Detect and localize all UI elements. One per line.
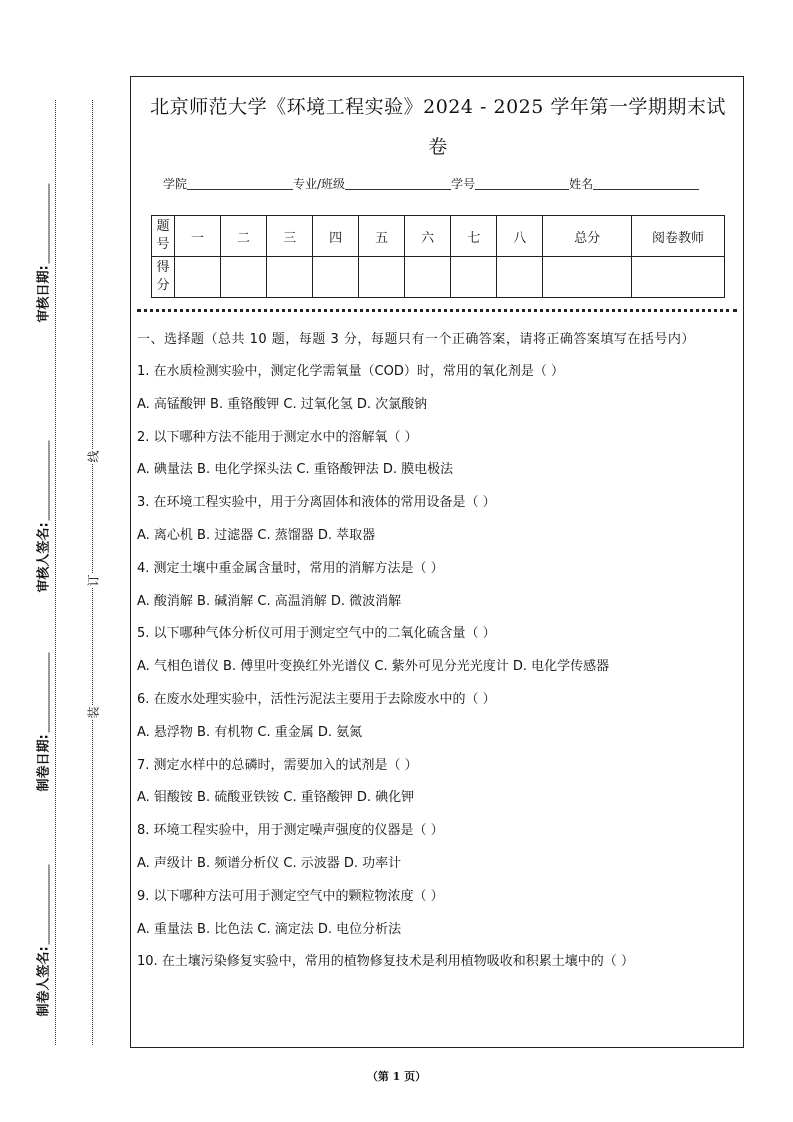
make-date-label — [33, 622, 52, 792]
maker-sign-label — [33, 847, 52, 1017]
col-4: 四 — [313, 216, 359, 257]
question-9: 9. 以下哪种方法可用于测定空气中的颗粒物浓度（ ） — [137, 888, 444, 904]
question-5: 5. 以下哪种气体分析仪可用于测定空气中的二氧化硫含量（ ） — [137, 626, 496, 642]
question-3: 3. 在环境工程实验中，用于分离固体和液体的常用设备是（ ） — [137, 495, 496, 511]
college-label: 学院 — [163, 177, 188, 191]
col-grader: 阅卷教师 — [632, 216, 725, 257]
reviewer-sign-field[interactable] — [49, 440, 50, 520]
col-1: 一 — [175, 216, 221, 257]
row-head-question-no: 题号 — [152, 216, 175, 257]
student-id-label: 学号 — [451, 177, 476, 191]
review-date-label — [33, 153, 52, 323]
question-4-options: A. 酸消解 B. 碱消解 C. 高温消解 D. 微波消解 — [137, 593, 402, 609]
binding-line-outer — [55, 100, 56, 1045]
make-date-field[interactable] — [49, 652, 50, 732]
reviewer-sign-text: 审核人签名: — [36, 522, 52, 593]
binding-char-staple: 订 — [86, 574, 101, 587]
col-3: 三 — [267, 216, 313, 257]
maker-sign-text: 制卷人签名: — [36, 946, 52, 1017]
score-table — [151, 215, 725, 298]
col-8: 八 — [497, 216, 543, 257]
score-cell[interactable] — [405, 257, 451, 298]
score-cell[interactable] — [359, 257, 405, 298]
question-5-options: A. 气相色谱仪 B. 傅里叶变换红外光谱仪 C. 紫外可见分光光度计 D. 电化学传感器 — [137, 659, 610, 675]
score-cell[interactable] — [632, 257, 725, 298]
section-title: 一、选择题（总共 10 题，每题 3 分，每题只有一个正确答案，请将正确答案填写在括号内） — [137, 332, 695, 347]
question-6-options: A. 悬浮物 B. 有机物 C. 重金属 D. 氨氮 — [137, 724, 363, 740]
major-field[interactable] — [345, 189, 451, 190]
binding-char-line: 线 — [86, 450, 101, 463]
section-choice — [137, 329, 741, 984]
col-6: 六 — [405, 216, 451, 257]
question-7: 7. 测定水样中的总磷时，需要加入的试剂是（ ） — [137, 757, 418, 773]
dotted-separator — [137, 309, 737, 312]
score-cell[interactable] — [497, 257, 543, 298]
score-cell[interactable] — [221, 257, 267, 298]
question-6: 6. 在废水处理实验中，活性污泥法主要用于去除废水中的（ ） — [137, 691, 496, 707]
score-cell[interactable] — [267, 257, 313, 298]
student-id-field[interactable] — [475, 189, 569, 190]
review-date-field[interactable] — [49, 183, 50, 263]
exam-title-line2: 卷 — [428, 136, 448, 158]
score-cell[interactable] — [175, 257, 221, 298]
maker-sign-field[interactable] — [49, 864, 50, 944]
question-2-options: A. 碘量法 B. 电化学探头法 C. 重铬酸钾法 D. 膜电极法 — [137, 462, 454, 478]
score-cell[interactable] — [543, 257, 632, 298]
question-3-options: A. 离心机 B. 过滤器 C. 蒸馏器 D. 萃取器 — [137, 527, 376, 543]
question-1-options: A. 高锰酸钾 B. 重铬酸钾 C. 过氧化氢 D. 次氯酸钠 — [137, 396, 428, 412]
col-7: 七 — [451, 216, 497, 257]
col-total: 总分 — [543, 216, 632, 257]
question-4: 4. 测定土壤中重金属含量时，常用的消解方法是（ ） — [137, 560, 444, 576]
student-info — [163, 175, 723, 192]
review-date-text: 审核日期: — [36, 265, 52, 323]
row-head-score: 得分 — [152, 257, 175, 298]
page-number: （第 1 页） — [366, 1070, 427, 1083]
question-9-options: A. 重量法 B. 比色法 C. 滴定法 D. 电位分析法 — [137, 921, 402, 937]
score-cell[interactable] — [451, 257, 497, 298]
college-field[interactable] — [187, 189, 293, 190]
exam-title-line1: 北京师范大学《环境工程实验》2024 - 2025 学年第一学期期末试 — [150, 96, 726, 118]
col-2: 二 — [221, 216, 267, 257]
score-table-score-row — [152, 257, 725, 298]
col-5: 五 — [359, 216, 405, 257]
question-8-options: A. 声级计 B. 频谱分析仪 C. 示波器 D. 功率计 — [137, 855, 402, 871]
reviewer-sign-label — [33, 423, 52, 593]
question-2: 2. 以下哪种方法不能用于测定水中的溶解氧（ ） — [137, 429, 418, 445]
name-label: 姓名 — [569, 177, 594, 191]
score-table-header-row — [152, 216, 725, 257]
binding-char-bind: 装 — [86, 706, 101, 719]
exam-frame — [130, 76, 744, 1048]
question-8: 8. 环境工程实验中，用于测定噪声强度的仪器是（ ） — [137, 823, 444, 839]
question-7-options: A. 钼酸铵 B. 硫酸亚铁铵 C. 重铬酸钾 D. 碘化钾 — [137, 790, 415, 806]
name-field[interactable] — [593, 189, 699, 190]
score-cell[interactable] — [313, 257, 359, 298]
question-1: 1. 在水质检测实验中，测定化学需氧量（COD）时，常用的氧化剂是（ ） — [137, 364, 564, 379]
make-date-text: 制卷日期: — [36, 734, 52, 792]
question-10: 10. 在土壤污染修复实验中，常用的植物修复技术是利用植物吸收和积累土壤中的（ ） — [137, 954, 634, 970]
major-label: 专业/班级 — [293, 177, 346, 191]
exam-title — [131, 87, 745, 167]
